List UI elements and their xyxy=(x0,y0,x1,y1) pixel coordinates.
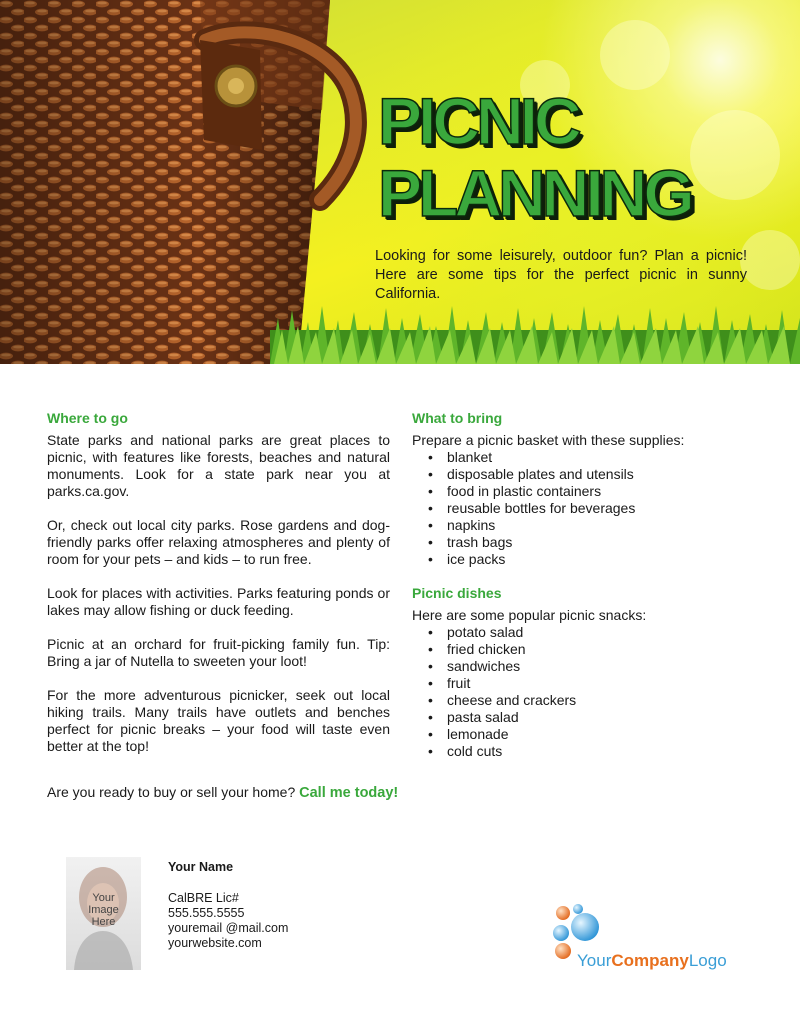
title-line-1: PICNIC xyxy=(378,84,578,158)
list-item-text: potato salad xyxy=(447,624,524,640)
cta-text: Are you ready to buy or sell your home? xyxy=(47,784,296,800)
right-column xyxy=(412,410,772,760)
company-logo-text xyxy=(577,951,727,971)
logo-text-logo: Logo xyxy=(688,951,727,970)
agent-photo-placeholder xyxy=(66,857,141,970)
picnic-dishes-intro: Here are some popular picnic snacks: xyxy=(412,607,647,623)
list-item xyxy=(428,449,772,466)
list-item xyxy=(428,517,772,534)
list-item xyxy=(428,709,772,726)
bullet-icon: • xyxy=(428,517,433,533)
agent-contact-block xyxy=(168,860,288,951)
logo-text-company: Company xyxy=(611,951,689,970)
list-item-text: fried chicken xyxy=(447,641,526,657)
bullet-icon: • xyxy=(428,658,433,674)
what-to-bring-heading: What to bring xyxy=(412,410,503,426)
where-paragraph: Picnic at an orchard for fruit-picking family fun. Tip: Bring a jar of Nutella to sweeten your loot! xyxy=(47,636,390,669)
list-item xyxy=(428,466,772,483)
list-item xyxy=(428,551,772,568)
list-item-text: food in plastic containers xyxy=(447,483,602,499)
list-item-text: cold cuts xyxy=(447,743,503,759)
bokeh-light xyxy=(690,110,780,200)
bullet-icon: • xyxy=(428,743,433,759)
bokeh-light xyxy=(740,230,800,290)
where-paragraph: Look for places with activities. Parks featuring ponds or lakes may allow fishing or duck feeding. xyxy=(47,585,390,618)
list-item-text: pasta salad xyxy=(447,709,519,725)
list-item xyxy=(428,726,772,743)
bokeh-light xyxy=(600,20,670,90)
supplies-list xyxy=(412,449,772,568)
hero-banner xyxy=(0,0,800,364)
bullet-icon: • xyxy=(428,692,433,708)
list-item-text: reusable bottles for beverages xyxy=(447,500,636,516)
bullet-icon: • xyxy=(428,534,433,550)
picnic-dishes-heading: Picnic dishes xyxy=(412,585,502,601)
agent-website: yourwebsite.com xyxy=(168,936,262,950)
where-paragraph: State parks and national parks are great places to picnic, with features like forests, beaches and natural monuments. Look for a state park near you at parks.ca.gov. xyxy=(47,432,390,499)
bullet-icon: • xyxy=(428,449,433,465)
call-to-action xyxy=(47,784,398,801)
grass-image xyxy=(270,300,800,364)
list-item xyxy=(428,483,772,500)
list-item-text: trash bags xyxy=(447,534,513,550)
agent-phone: 555.555.5555 xyxy=(168,906,245,920)
photo-text-line: Here xyxy=(91,916,116,928)
agent-email: youremail @mail.com xyxy=(168,921,289,935)
title-line-2: PLANNING xyxy=(378,156,691,230)
where-paragraph: For the more adventurous picnicker, seek out local hiking trails. Many trails have outlets and benches perfect for picnic breaks – your food will taste even better at the top! xyxy=(47,687,390,754)
bullet-icon: • xyxy=(428,709,433,725)
bullet-icon: • xyxy=(428,551,433,567)
bullet-icon: • xyxy=(428,466,433,482)
list-item-text: sandwiches xyxy=(447,658,521,674)
list-item-text: lemonade xyxy=(447,726,509,742)
logo-text-your: Your xyxy=(577,951,612,970)
agent-name: Your Name xyxy=(168,860,234,874)
list-item xyxy=(428,675,772,692)
list-item xyxy=(428,743,772,760)
list-item-text: ice packs xyxy=(447,551,506,567)
list-item xyxy=(428,534,772,551)
bullet-icon: • xyxy=(428,500,433,516)
agent-license: CalBRE Lic# xyxy=(168,891,239,905)
photo-text-line: Your xyxy=(92,892,115,904)
list-item xyxy=(428,624,772,641)
where-to-go-heading: Where to go xyxy=(47,410,128,426)
where-to-go-section xyxy=(47,410,390,772)
bullet-icon: • xyxy=(428,726,433,742)
what-to-bring-intro: Prepare a picnic basket with these supplies: xyxy=(412,432,685,448)
list-item xyxy=(428,641,772,658)
intro-text: Looking for some leisurely, outdoor fun? Plan a picnic! Here are some tips for the perfect picnic in sunny California. xyxy=(375,248,747,302)
what-to-bring-section xyxy=(412,410,772,568)
bullet-icon: • xyxy=(428,624,433,640)
photo-placeholder-text xyxy=(66,892,141,928)
where-paragraph: Or, check out local city parks. Rose gardens and dog-friendly parks offer relaxing atmospheres and plenty of room for your pets – and kids – to run free. xyxy=(47,517,390,567)
list-item xyxy=(428,692,772,709)
list-item-text: napkins xyxy=(447,517,496,533)
list-item-text: blanket xyxy=(447,449,493,465)
list-item-text: cheese and crackers xyxy=(447,692,577,708)
list-item-text: disposable plates and utensils xyxy=(447,466,634,482)
dishes-list xyxy=(412,624,772,760)
picnic-dishes-section xyxy=(412,585,772,760)
bullet-icon: • xyxy=(428,483,433,499)
call-me-today: Call me today! xyxy=(299,785,399,801)
list-item-text: fruit xyxy=(447,675,471,691)
list-item xyxy=(428,658,772,675)
photo-text-line: Image xyxy=(88,904,119,916)
bullet-icon: • xyxy=(428,641,433,657)
list-item xyxy=(428,500,772,517)
bullet-icon: • xyxy=(428,675,433,691)
